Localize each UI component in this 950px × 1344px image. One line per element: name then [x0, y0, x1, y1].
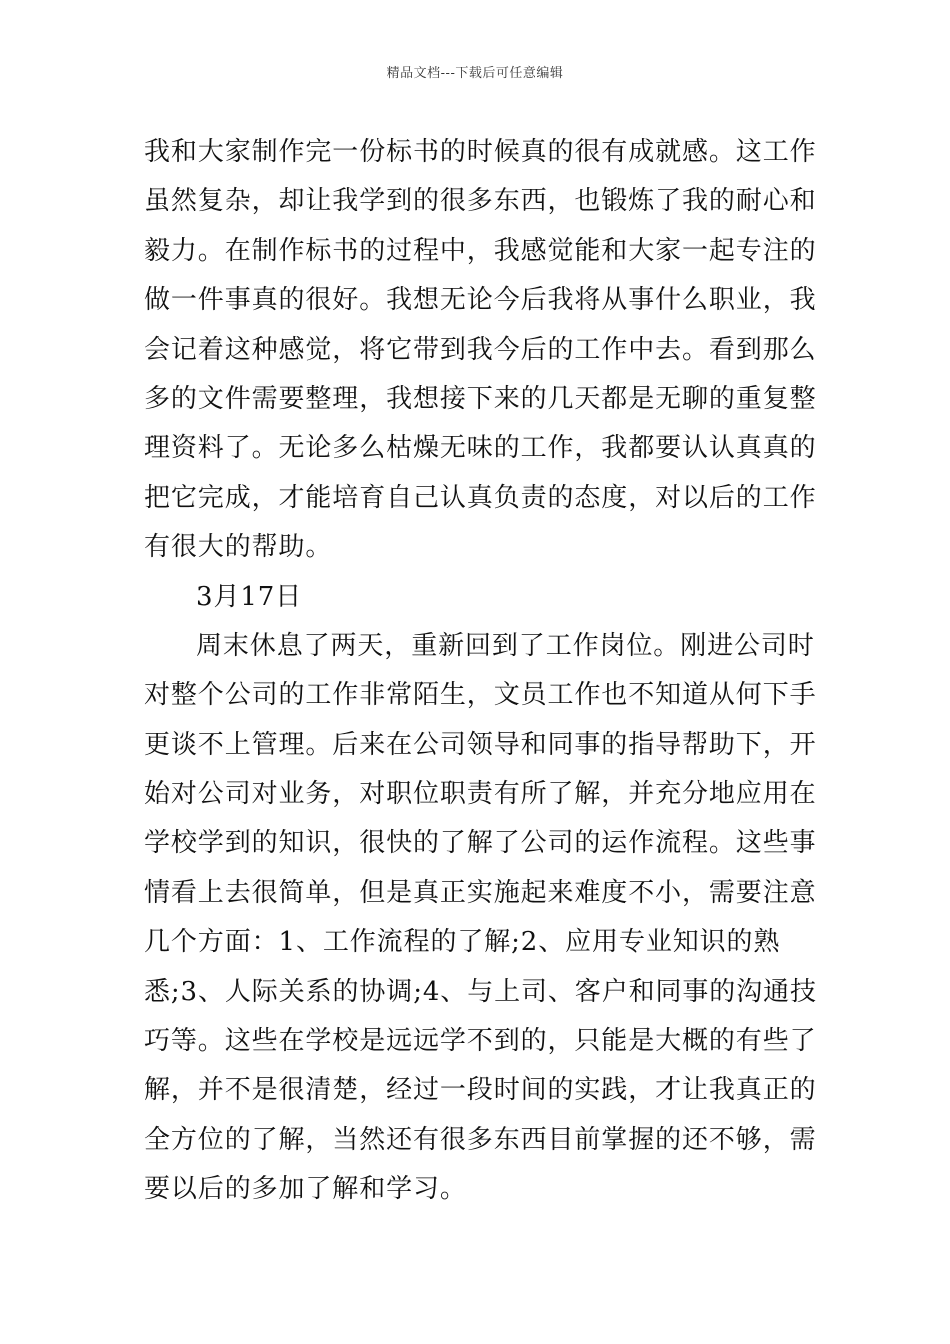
text-line: 情看上去很简单，但是真正实施起来难度不小，需要注意 [144, 877, 817, 908]
text-line: 周末休息了两天，重新回到了工作岗位。刚进公司时 [196, 630, 815, 661]
date-heading: 3月17日 [196, 581, 303, 612]
text-line: 有很大的帮助。 [144, 532, 333, 563]
text-line: 几个方面：1、工作流程的了解;2、应用专业知识的熟 [144, 927, 781, 958]
text-line: 全方位的了解，当然还有很多东西目前掌握的还不够，需 [144, 1124, 817, 1155]
text-line: 我和大家制作完一份标书的时候真的很有成就感。这工作 [144, 137, 817, 167]
text-line: 巧等。这些在学校是远远学不到的，只能是大概的有些了 [144, 1026, 817, 1057]
text-line: 对整个公司的工作非常陌生，文员工作也不知道从何下手 [144, 680, 817, 711]
text-line: 把它完成，才能培育自己认真负责的态度，对以后的工作 [144, 482, 817, 513]
page-header-watermark: 精品文档---下载后可任意编辑 [386, 66, 564, 81]
text-line: 悉;3、人际关系的协调;4、与上司、客户和同事的沟通技 [144, 976, 817, 1007]
text-line: 解，并不是很清楚，经过一段时间的实践，才让我真正的 [144, 1075, 817, 1106]
text-line: 多的文件需要整理，我想接下来的几天都是无聊的重复整 [144, 383, 817, 414]
document-body [144, 128, 817, 1215]
text-line: 更谈不上管理。后来在公司领导和同事的指导帮助下，开 [144, 729, 817, 760]
text-line: 虽然复杂，却让我学到的很多东西，也锻炼了我的耐心和 [144, 186, 817, 217]
paragraph-2 [144, 622, 817, 1215]
text-line: 做一件事真的很好。我想无论今后我将从事什么职业，我 [144, 285, 817, 316]
text-line: 理资料了。无论多么枯燥无味的工作，我都要认认真真的 [144, 433, 817, 464]
text-line: 毅力。在制作标书的过程中，我感觉能和大家一起专注的 [144, 235, 817, 266]
text-line: 会记着这种感觉，将它带到我今后的工作中去。看到那么 [144, 334, 817, 365]
text-line: 学校学到的知识，很快的了解了公司的运作流程。这些事 [144, 828, 817, 859]
text-line: 要以后的多加了解和学习。 [144, 1174, 467, 1205]
text-line: 始对公司对业务，对职位职责有所了解，并充分地应用在 [144, 779, 817, 810]
paragraph-1 [144, 128, 817, 573]
